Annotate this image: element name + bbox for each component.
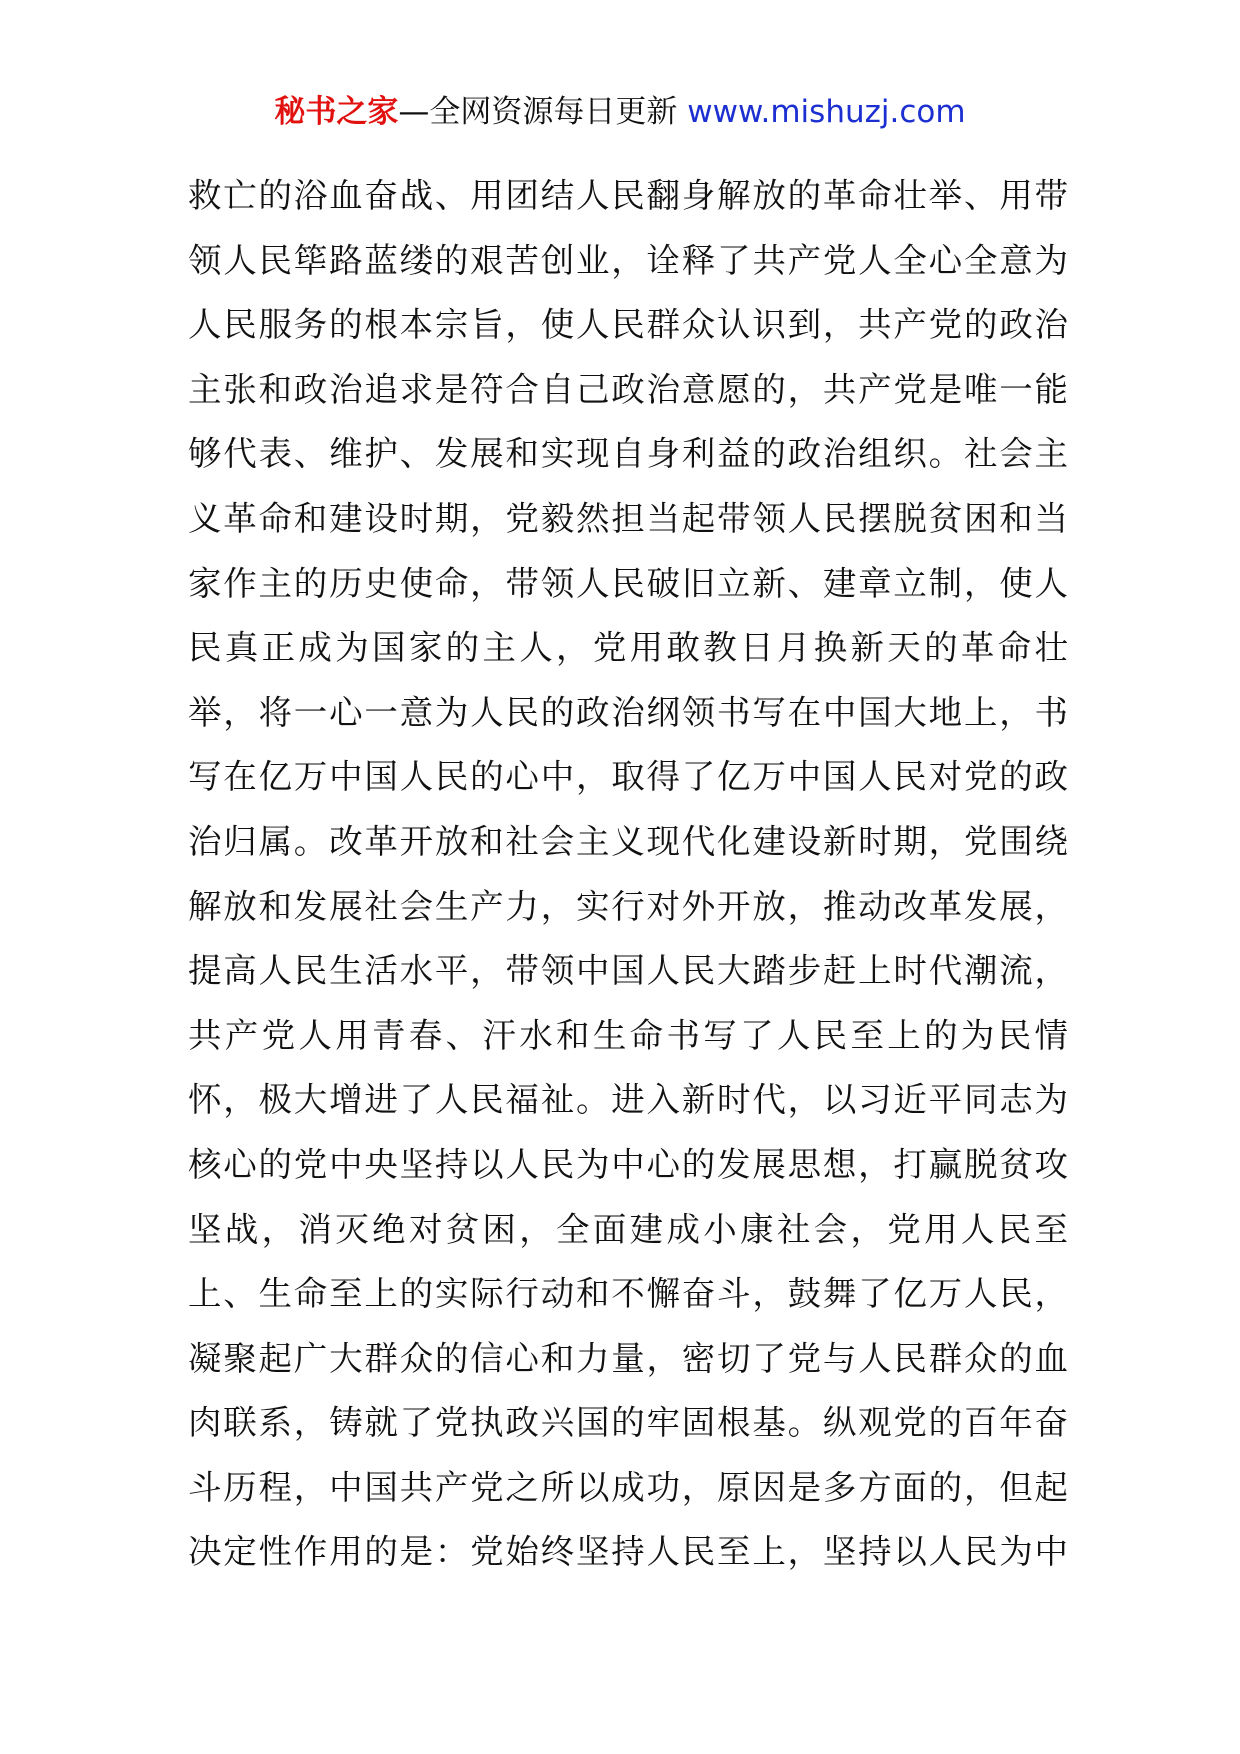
header-tagline: —全网资源每日更新 — [398, 94, 688, 130]
body-line: 决定性作用的是：党始终坚持人民至上，坚持以人民为中 — [188, 1532, 1068, 1572]
body-line: 主张和政治追求是符合自己政治意愿的，共产党是唯一能 — [188, 369, 1068, 409]
body-line: 举，将一心一意为人民的政治纲领书写在中国大地上，书 — [188, 692, 1068, 732]
body-line: 民真正成为国家的主人，党用敢教日月换新天的革命壮 — [188, 628, 1068, 668]
body-line: 坚战，消灭绝对贫困，全面建成小康社会，党用人民至 — [188, 1209, 1068, 1249]
document-body — [188, 164, 1068, 1585]
body-line: 怀，极大增进了人民福祉。进入新时代，以习近平同志为 — [188, 1080, 1068, 1120]
body-line: 提高人民生活水平，带领中国人民大踏步赶上时代潮流， — [188, 951, 1068, 991]
body-line: 人民服务的根本宗旨，使人民群众认识到，共产党的政治 — [188, 305, 1068, 345]
body-line: 救亡的浴血奋战、用团结人民翻身解放的革命壮举、用带 — [188, 176, 1068, 215]
body-line: 上、生命至上的实际行动和不懈奋斗，鼓舞了亿万人民， — [188, 1274, 1068, 1314]
body-line: 治归属。改革开放和社会主义现代化建设新时期，党围绕 — [188, 821, 1068, 861]
body-line: 够代表、维护、发展和实现自身利益的政治组织。社会主 — [188, 434, 1068, 474]
body-line: 共产党人用青春、汗水和生命书写了人民至上的为民情 — [188, 1015, 1068, 1055]
body-line: 核心的党中央坚持以人民为中心的发展思想，打赢脱贫攻 — [188, 1144, 1068, 1184]
brand-name: 秘书之家 — [274, 94, 399, 130]
body-line: 解放和发展社会生产力，实行对外开放，推动改革发展， — [188, 886, 1068, 926]
body-line: 家作主的历史使命，带领人民破旧立新、建章立制，使人 — [188, 563, 1068, 603]
body-line: 写在亿万中国人民的心中，取得了亿万中国人民对党的政 — [188, 757, 1068, 797]
page-header — [0, 92, 1240, 132]
body-line: 义革命和建设时期，党毅然担当起带领人民摆脱贫困和当 — [188, 498, 1068, 538]
header-url-link[interactable]: www.mishuzj.com — [687, 94, 966, 130]
body-line: 领人民筚路蓝缕的艰苦创业，诠释了共产党人全心全意为 — [188, 240, 1068, 280]
body-line: 凝聚起广大群众的信心和力量，密切了党与人民群众的血 — [188, 1338, 1068, 1378]
body-line: 肉联系，铸就了党执政兴国的牢固根基。纵观党的百年奋 — [188, 1403, 1068, 1443]
body-line: 斗历程，中国共产党之所以成功，原因是多方面的，但起 — [188, 1467, 1068, 1507]
